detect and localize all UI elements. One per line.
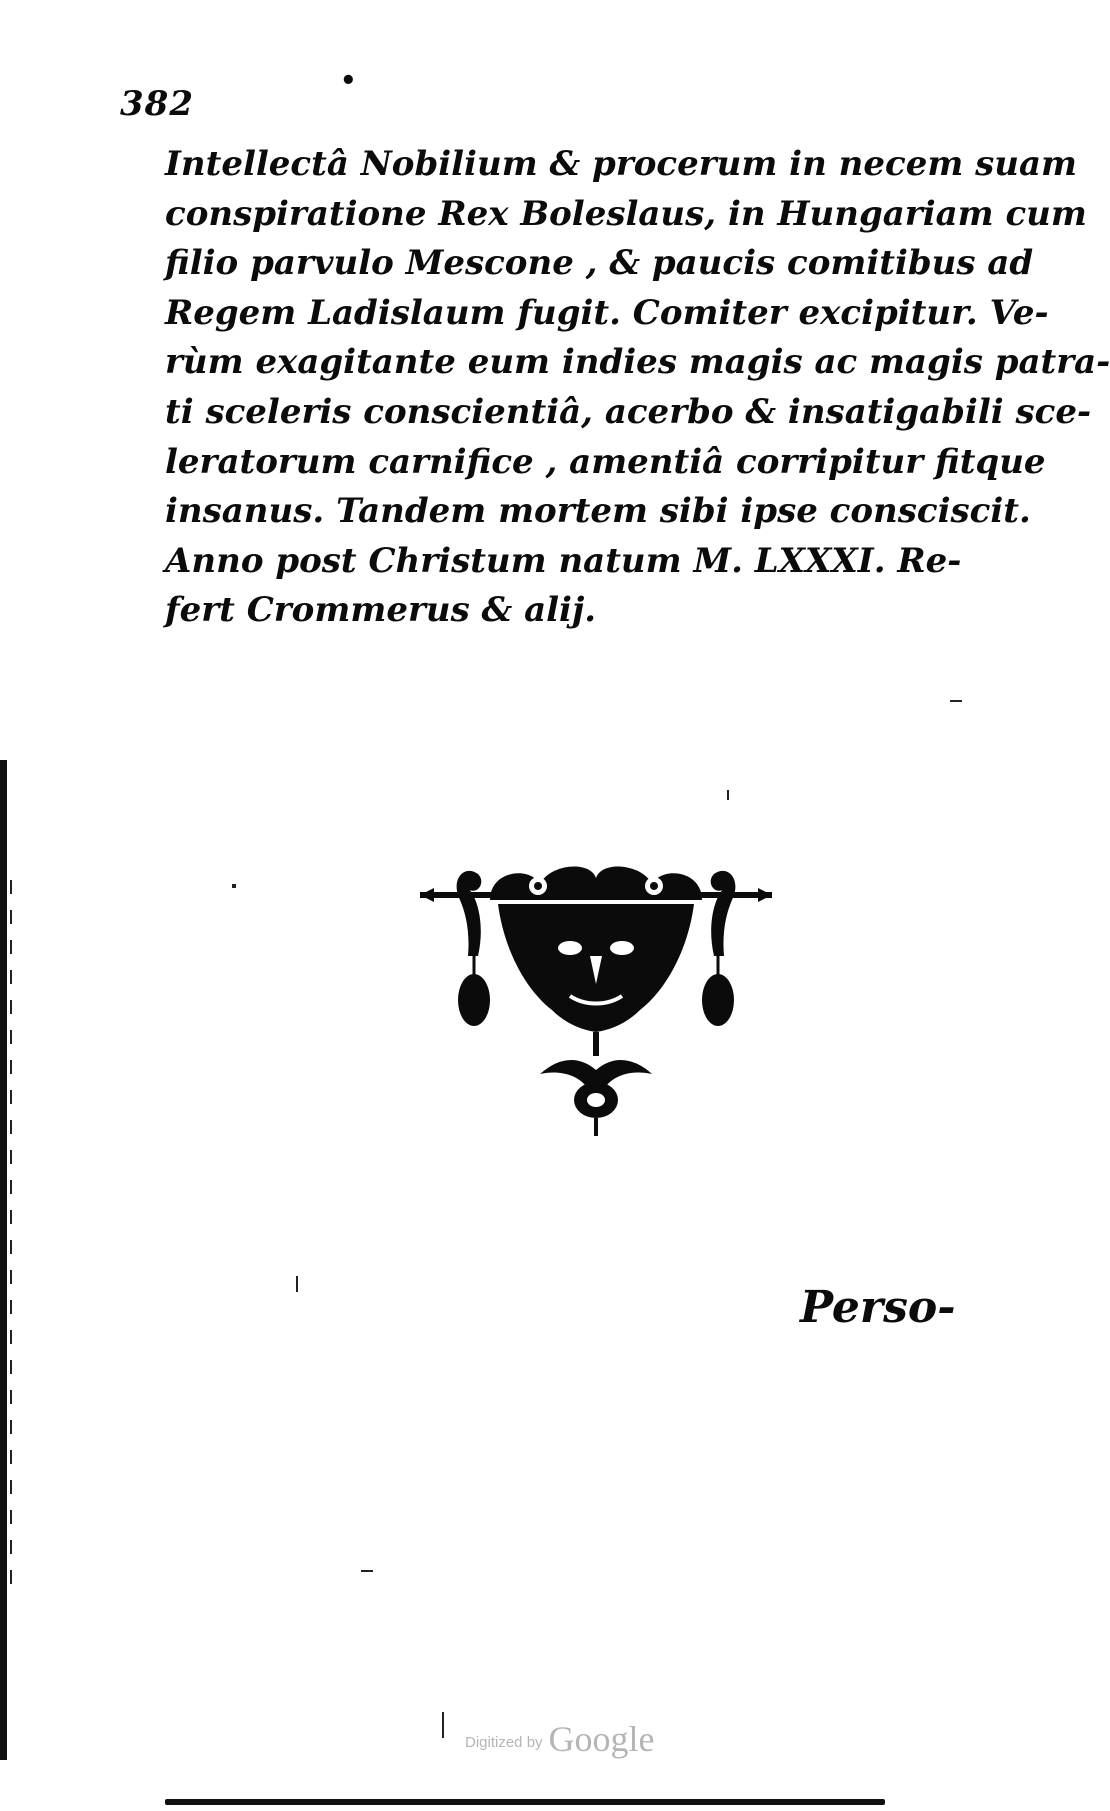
text-line: Regem Ladislaum fugit. Comiter excipitur. Ve- xyxy=(165,292,1049,333)
text-line: ti sceleris conscientiâ, acerbo & insatigabili sce- xyxy=(165,391,1092,432)
ink-speck xyxy=(442,1712,444,1738)
ink-speck xyxy=(727,790,729,800)
ink-speck xyxy=(232,884,236,888)
page-number: 382 xyxy=(120,84,194,124)
text-line: fert Crommerus & alij. xyxy=(165,590,597,631)
text-line: Anno post Christum natum M. LXXXI. Re- xyxy=(165,540,962,581)
text-line: conspiratione Rex Boleslaus, in Hungariam cum xyxy=(165,193,1087,234)
text-line: rùm exagitante eum indies magis ac magis patra- xyxy=(165,342,1110,383)
text-line: insanus. Tandem mortem sibi ipse consciscit. xyxy=(165,491,1031,532)
ink-speck xyxy=(296,1276,298,1292)
watermark-brand: Google xyxy=(548,1719,655,1759)
watermark-prefix: Digitized by xyxy=(465,1734,543,1751)
catchword: Perso- xyxy=(800,1282,956,1333)
digitized-watermark xyxy=(465,1718,655,1760)
ink-speck xyxy=(950,700,962,702)
text-line: filio parvulo Mescone , & paucis comitibus ad xyxy=(165,243,1034,284)
page-edge-binding-marks xyxy=(10,880,12,1600)
page-edge-shadow xyxy=(0,760,7,1760)
text-line: Intellectâ Nobilium & procerum in necem suam xyxy=(165,144,1078,184)
printer-mark: • xyxy=(340,66,357,96)
text-line: leratorum carnifice , amentiâ corripitur fitque xyxy=(165,441,1046,482)
printers-ornament-mask-icon xyxy=(420,860,772,1136)
bottom-rule xyxy=(165,1799,885,1805)
ink-speck xyxy=(361,1570,373,1572)
body-paragraph xyxy=(165,140,1110,636)
